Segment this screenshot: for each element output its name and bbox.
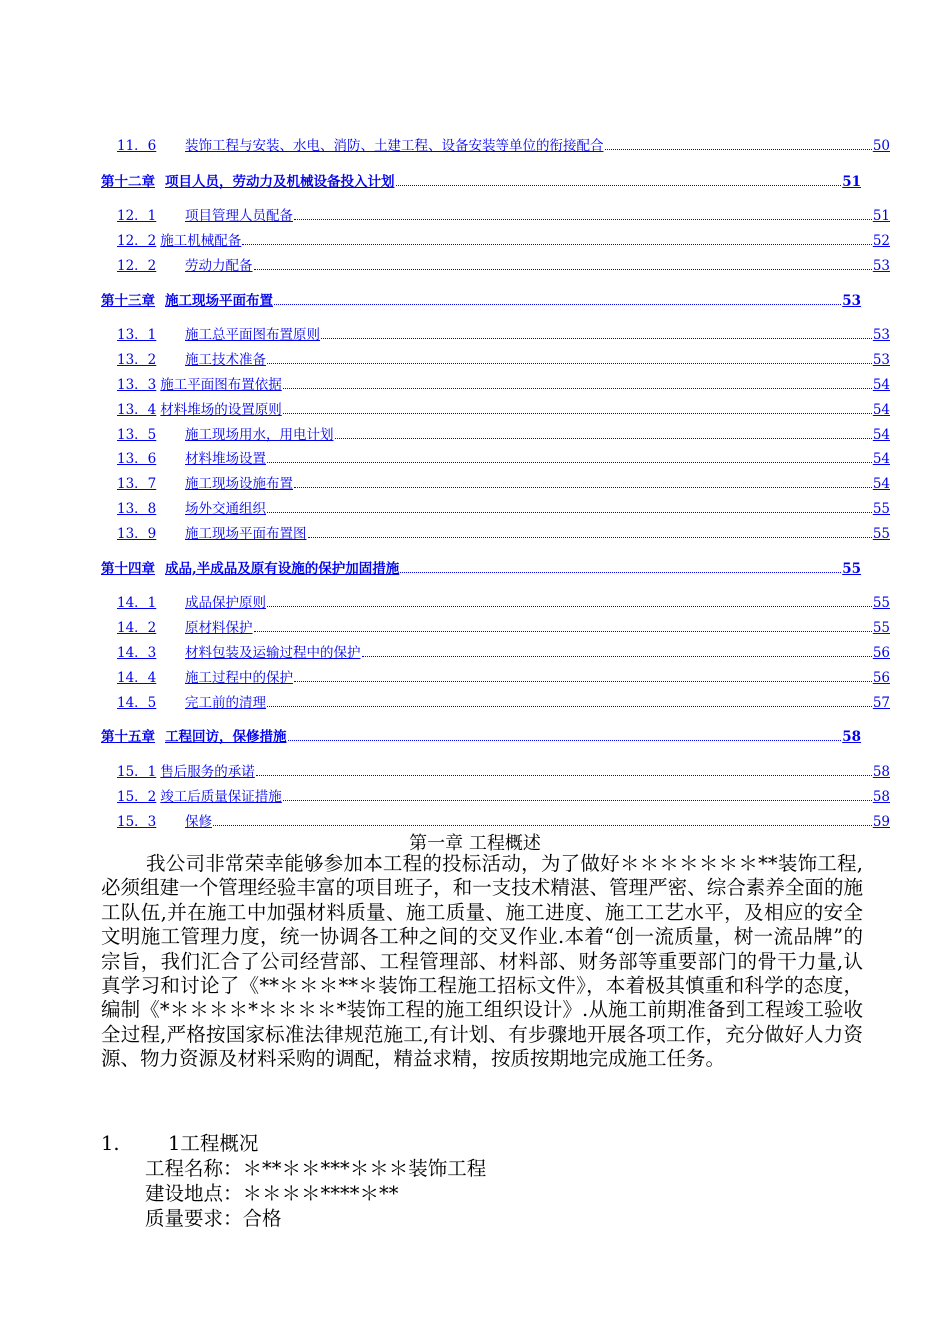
quality-requirement-value: 合格 [242, 1207, 282, 1230]
toc-section-link[interactable] [117, 497, 890, 517]
toc-section-link[interactable] [117, 204, 890, 224]
section-heading-number: 1. [101, 1132, 120, 1155]
toc-chapter-link[interactable] [101, 289, 861, 309]
toc-section-link[interactable] [117, 323, 890, 343]
toc-entry-number: 14．3 [117, 645, 157, 661]
toc-section-link[interactable] [117, 760, 890, 780]
toc-entry-title: 完工前的清理 [185, 695, 266, 711]
toc-entry-title: 项目管理人员配备 [185, 208, 293, 224]
toc-dot-leader [274, 303, 841, 305]
toc-entry-title: 项目人员，劳动力及机械设备投入计划 [165, 174, 395, 190]
toc-entry-number: 11．6 [117, 138, 157, 154]
toc-entry-number: 第十三章 [101, 293, 155, 309]
toc-page-number: 51 [842, 174, 861, 190]
chapter-title: 第一章 工程概述 [409, 833, 541, 854]
toc-entry-number: 13．8 [117, 501, 157, 517]
toc-section-link[interactable] [117, 423, 890, 443]
toc-page-number: 50 [872, 138, 890, 154]
toc-entry-number: 12．1 [117, 208, 157, 224]
toc-entry-number: 15．2 [117, 789, 157, 805]
toc-dot-leader [242, 243, 872, 245]
toc-page-number: 52 [872, 233, 890, 249]
toc-entry-title: 施工现场平面布置图 [185, 526, 307, 542]
toc-dot-leader [308, 536, 872, 538]
toc-entry-number: 14．1 [117, 595, 157, 611]
toc-section-link[interactable] [117, 134, 890, 154]
toc-entry-title: 施工技术准备 [185, 352, 266, 368]
toc-page-number: 53 [842, 293, 861, 309]
toc-page-number: 53 [872, 327, 890, 343]
toc-chapter-link[interactable] [101, 170, 861, 190]
project-location-value: ＊＊＊＊****＊** [242, 1182, 399, 1205]
toc-dot-leader [294, 680, 872, 682]
toc-entry-title: 成品,半成品及原有设施的保护加固措施 [165, 561, 400, 577]
toc-entry-title: 材料堆场的设置原则 [160, 402, 282, 418]
section-heading-title: 1工程概况 [168, 1132, 259, 1155]
toc-dot-leader [256, 774, 872, 776]
toc-entry-number: 13．2 [117, 352, 157, 368]
toc-dot-leader [267, 705, 872, 707]
toc-page-number: 53 [872, 352, 890, 368]
toc-section-link[interactable] [117, 591, 890, 611]
toc-dot-leader [283, 799, 872, 801]
toc-entry-number: 第十二章 [101, 174, 155, 190]
project-name-label: 工程名称： [145, 1157, 243, 1180]
toc-entry-number: 13．6 [117, 451, 157, 467]
toc-page-number: 56 [872, 645, 890, 661]
toc-entry-number: 15．3 [117, 814, 157, 830]
toc-entry-title: 装饰工程与安装、水电、消防、土建工程、设备安装等单位的衔接配合 [185, 138, 604, 154]
toc-entry-title: 原材料保护 [185, 620, 253, 636]
toc-section-link[interactable] [117, 785, 890, 805]
toc-page-number: 54 [872, 451, 890, 467]
toc-dot-leader [254, 630, 872, 632]
toc-entry-number: 第十四章 [101, 561, 155, 577]
toc-entry-title: 材料堆场设置 [185, 451, 266, 467]
toc-entry-number: 12．2 [117, 258, 157, 274]
toc-dot-leader [283, 387, 872, 389]
toc-entry-title: 施工现场设施布置 [185, 476, 293, 492]
toc-section-link[interactable] [117, 522, 890, 542]
toc-dot-leader [267, 511, 872, 513]
toc-entry-title: 工程回访，保修措施 [165, 729, 287, 745]
toc-dot-leader [362, 655, 872, 657]
toc-page-number: 53 [872, 258, 890, 274]
toc-dot-leader [283, 412, 872, 414]
toc-page-number: 55 [872, 501, 890, 517]
toc-dot-leader [213, 824, 872, 826]
toc-entry-number: 13．3 [117, 377, 157, 393]
toc-entry-title: 场外交通组织 [185, 501, 266, 517]
toc-dot-leader [321, 337, 872, 339]
toc-page-number: 56 [872, 670, 890, 686]
toc-page-number: 58 [872, 789, 890, 805]
toc-entry-number: 15．1 [117, 764, 157, 780]
toc-entry-title: 施工现场用水，用电计划 [185, 427, 334, 443]
toc-page-number: 55 [872, 620, 890, 636]
project-name-line [145, 1153, 486, 1181]
toc-section-link[interactable] [117, 666, 890, 686]
toc-dot-leader [267, 605, 872, 607]
toc-entry-title: 售后服务的承诺 [160, 764, 255, 780]
project-location-label: 建设地点： [145, 1182, 243, 1205]
toc-entry-number: 14．2 [117, 620, 157, 636]
toc-entry-number: 13．5 [117, 427, 157, 443]
project-name-value: ＊**＊＊***＊＊＊装饰工程 [242, 1157, 487, 1180]
toc-entry-title: 材料包装及运输过程中的保护 [185, 645, 361, 661]
quality-requirement-line [145, 1203, 282, 1231]
section-heading [101, 1128, 258, 1156]
toc-dot-leader [288, 739, 842, 741]
toc-dot-leader [267, 362, 872, 364]
toc-dot-leader [254, 268, 872, 270]
toc-section-link[interactable] [117, 447, 890, 467]
toc-dot-leader [605, 148, 872, 150]
toc-entry-number: 13．1 [117, 327, 157, 343]
toc-section-link[interactable] [117, 472, 890, 492]
toc-entry-number: 14．5 [117, 695, 157, 711]
toc-section-link[interactable] [117, 373, 890, 393]
toc-section-link[interactable] [117, 810, 890, 830]
toc-entry-title: 劳动力配备 [185, 258, 253, 274]
toc-entry-title: 施工机械配备 [160, 233, 242, 249]
toc-page-number: 54 [872, 402, 890, 418]
toc-page-number: 58 [842, 729, 861, 745]
toc-chapter-link[interactable] [101, 725, 861, 745]
toc-page-number: 54 [872, 377, 890, 393]
toc-dot-leader [267, 461, 872, 463]
project-location-line [145, 1178, 399, 1206]
toc-entry-number: 13．9 [117, 526, 157, 542]
toc-dot-leader [396, 184, 842, 186]
toc-entry-number: 13．4 [117, 402, 157, 418]
toc-dot-leader [335, 437, 872, 439]
toc-section-link[interactable] [117, 641, 890, 661]
toc-entry-number: 13．7 [117, 476, 157, 492]
toc-entry-title: 施工过程中的保护 [185, 670, 293, 686]
toc-entry-title: 竣工后质量保证措施 [160, 789, 282, 805]
toc-page-number: 55 [872, 595, 890, 611]
toc-dot-leader [294, 218, 872, 220]
toc-section-link[interactable] [117, 691, 890, 711]
toc-page-number: 57 [872, 695, 890, 711]
toc-entry-title: 施工现场平面布置 [165, 293, 273, 309]
toc-section-link[interactable] [117, 616, 890, 636]
toc-page-number: 54 [872, 427, 890, 443]
toc-dot-leader [294, 486, 872, 488]
toc-entry-title: 施工总平面图布置原则 [185, 327, 320, 343]
toc-section-link[interactable] [117, 348, 890, 368]
toc-section-link[interactable] [117, 254, 890, 274]
quality-requirement-label: 质量要求： [145, 1207, 243, 1230]
toc-chapter-link[interactable] [101, 557, 861, 577]
toc-entry-number: 第十五章 [101, 729, 155, 745]
toc-entry-title: 成品保护原则 [185, 595, 266, 611]
toc-page-number: 55 [842, 561, 861, 577]
toc-entry-number: 12．2 [117, 233, 157, 249]
toc-page-number: 54 [872, 476, 890, 492]
toc-page-number: 55 [872, 526, 890, 542]
toc-page-number: 58 [872, 764, 890, 780]
toc-dot-leader [400, 571, 841, 573]
toc-section-link[interactable] [117, 229, 890, 249]
toc-page-number: 59 [872, 814, 890, 830]
toc-entry-title: 保修 [185, 814, 212, 830]
toc-page-number: 51 [872, 208, 890, 224]
toc-entry-title: 施工平面图布置依据 [160, 377, 282, 393]
toc-entry-number: 14．4 [117, 670, 157, 686]
intro-paragraph: 我公司非常荣幸能够参加本工程的投标活动，为了做好＊＊＊＊＊＊＊**装饰工程,必须组建一个管理经验丰富的项目班子，和一支技术精湛、管理严密、综合素养全面的施工队伍,并在施工中加强材料质量、施工质量、施工进度、施工工艺水平，及相应的安全文明施工管理力度，统一协调各工种之间的交叉作业.本着“创一流质量，树一流品牌”的宗旨，我们汇合了公司经营部、工程管理部、材料部、财务部等重要部门的骨干力量,认真学习和讨论了《**＊＊＊**＊装饰工程施工招标文件》，本着极其慎重和科学的态度，编制《*＊＊＊＊*＊＊＊＊*装饰工程的施工组织设计》.从施工前期准备到工程竣工验收全过程,严格按国家标准法律规范施工,有计划、有步骤地开展各项工作，充分做好人力资源、物力资源及材料采购的调配，精益求精，按质按期地完成施工任务。 [101, 852, 863, 1071]
toc-section-link[interactable] [117, 398, 890, 418]
